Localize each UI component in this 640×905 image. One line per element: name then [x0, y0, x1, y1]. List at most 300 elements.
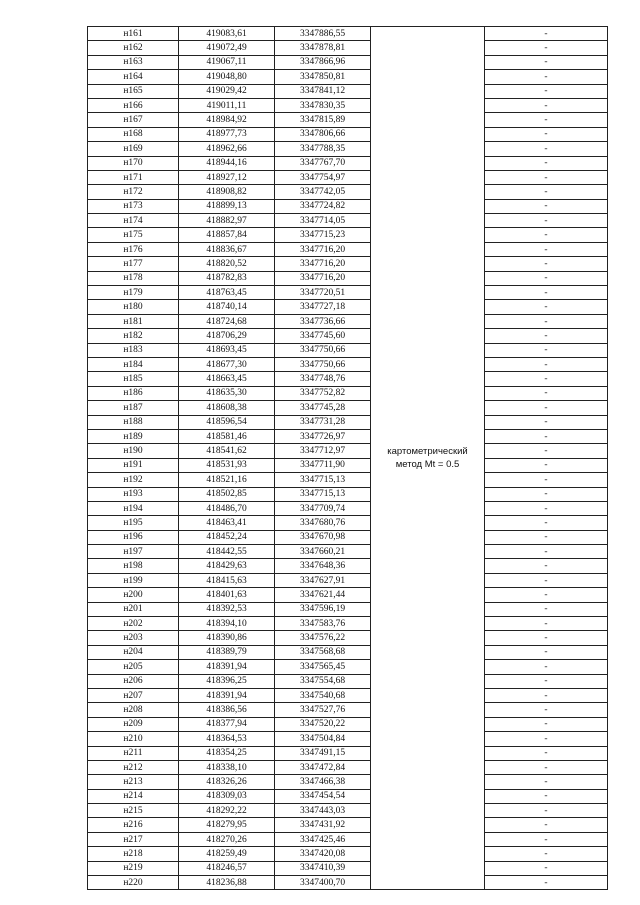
point-name-cell: н178 — [88, 271, 179, 285]
y-coordinate-cell: 3347466,38 — [275, 775, 371, 789]
y-coordinate-cell: 3347878,81 — [275, 41, 371, 55]
point-name-cell: н200 — [88, 588, 179, 602]
point-name-cell: н194 — [88, 501, 179, 515]
point-name-cell: н197 — [88, 545, 179, 559]
point-name-cell: н186 — [88, 386, 179, 400]
point-name-cell: н207 — [88, 688, 179, 702]
table-row — [88, 487, 608, 501]
x-coordinate-cell: 418962,66 — [179, 142, 275, 156]
accuracy-dash-cell: - — [485, 602, 608, 616]
x-coordinate-cell: 419048,80 — [179, 70, 275, 84]
x-coordinate-cell: 418596,54 — [179, 415, 275, 429]
accuracy-dash-cell: - — [485, 429, 608, 443]
y-coordinate-cell: 3347520,22 — [275, 717, 371, 731]
point-name-cell: н176 — [88, 242, 179, 256]
accuracy-dash-cell: - — [485, 631, 608, 645]
point-name-cell: н174 — [88, 214, 179, 228]
accuracy-dash-cell: - — [485, 645, 608, 659]
point-name-cell: н191 — [88, 458, 179, 472]
point-name-cell: н168 — [88, 127, 179, 141]
x-coordinate-cell: 418394,10 — [179, 617, 275, 631]
y-coordinate-cell: 3347716,20 — [275, 242, 371, 256]
point-name-cell: н208 — [88, 703, 179, 717]
table-row — [88, 832, 608, 846]
point-name-cell: н183 — [88, 343, 179, 357]
point-name-cell: н209 — [88, 717, 179, 731]
x-coordinate-cell: 418391,94 — [179, 660, 275, 674]
point-name-cell: н182 — [88, 329, 179, 343]
x-coordinate-cell: 419029,42 — [179, 84, 275, 98]
x-coordinate-cell: 418740,14 — [179, 300, 275, 314]
accuracy-dash-cell: - — [485, 573, 608, 587]
x-coordinate-cell: 419072,49 — [179, 41, 275, 55]
accuracy-dash-cell: - — [485, 127, 608, 141]
table-row — [88, 703, 608, 717]
x-coordinate-cell: 418608,38 — [179, 401, 275, 415]
point-name-cell: н203 — [88, 631, 179, 645]
table-row — [88, 271, 608, 285]
x-coordinate-cell: 418452,24 — [179, 530, 275, 544]
table-row — [88, 242, 608, 256]
point-name-cell: н172 — [88, 185, 179, 199]
y-coordinate-cell: 3347750,66 — [275, 343, 371, 357]
point-name-cell: н213 — [88, 775, 179, 789]
point-name-cell: н164 — [88, 70, 179, 84]
x-coordinate-cell: 418390,86 — [179, 631, 275, 645]
y-coordinate-cell: 3347715,23 — [275, 228, 371, 242]
point-name-cell: н180 — [88, 300, 179, 314]
table-row — [88, 545, 608, 559]
table-row — [88, 199, 608, 213]
point-name-cell: н216 — [88, 818, 179, 832]
table-row — [88, 214, 608, 228]
y-coordinate-cell: 3347491,15 — [275, 746, 371, 760]
x-coordinate-cell: 418279,95 — [179, 818, 275, 832]
point-name-cell: н214 — [88, 789, 179, 803]
x-coordinate-cell: 418391,94 — [179, 688, 275, 702]
point-name-cell: н195 — [88, 516, 179, 530]
y-coordinate-cell: 3347767,70 — [275, 156, 371, 170]
table-row — [88, 98, 608, 112]
accuracy-dash-cell: - — [485, 70, 608, 84]
x-coordinate-cell: 418401,63 — [179, 588, 275, 602]
y-coordinate-cell: 3347576,22 — [275, 631, 371, 645]
accuracy-dash-cell: - — [485, 372, 608, 386]
y-coordinate-cell: 3347806,66 — [275, 127, 371, 141]
table-row — [88, 861, 608, 875]
accuracy-dash-cell: - — [485, 804, 608, 818]
accuracy-dash-cell: - — [485, 228, 608, 242]
table-row — [88, 70, 608, 84]
y-coordinate-cell: 3347660,21 — [275, 545, 371, 559]
accuracy-dash-cell: - — [485, 732, 608, 746]
accuracy-dash-cell: - — [485, 98, 608, 112]
y-coordinate-cell: 3347554,68 — [275, 674, 371, 688]
y-coordinate-cell: 3347709,74 — [275, 501, 371, 515]
x-coordinate-cell: 418389,79 — [179, 645, 275, 659]
accuracy-dash-cell: - — [485, 55, 608, 69]
x-coordinate-cell: 418531,93 — [179, 458, 275, 472]
x-coordinate-cell: 418635,30 — [179, 386, 275, 400]
point-name-cell: н179 — [88, 286, 179, 300]
point-name-cell: н190 — [88, 444, 179, 458]
y-coordinate-cell: 3347720,51 — [275, 286, 371, 300]
y-coordinate-cell: 3347815,89 — [275, 113, 371, 127]
y-coordinate-cell: 3347748,76 — [275, 372, 371, 386]
accuracy-dash-cell: - — [485, 861, 608, 875]
point-name-cell: н165 — [88, 84, 179, 98]
table-row — [88, 84, 608, 98]
x-coordinate-cell: 418246,57 — [179, 861, 275, 875]
table-row — [88, 372, 608, 386]
accuracy-dash-cell: - — [485, 617, 608, 631]
accuracy-dash-cell: - — [485, 41, 608, 55]
method-cell: картометрический метод Mt = 0.5 — [371, 27, 485, 890]
point-name-cell: н167 — [88, 113, 179, 127]
accuracy-dash-cell: - — [485, 717, 608, 731]
accuracy-dash-cell: - — [485, 444, 608, 458]
x-coordinate-cell: 418486,70 — [179, 501, 275, 515]
accuracy-dash-cell: - — [485, 199, 608, 213]
table-row — [88, 41, 608, 55]
point-name-cell: н166 — [88, 98, 179, 112]
accuracy-dash-cell: - — [485, 113, 608, 127]
table-row — [88, 617, 608, 631]
accuracy-dash-cell: - — [485, 746, 608, 760]
table-row — [88, 257, 608, 271]
accuracy-dash-cell: - — [485, 401, 608, 415]
accuracy-dash-cell: - — [485, 516, 608, 530]
y-coordinate-cell: 3347400,70 — [275, 876, 371, 890]
accuracy-dash-cell: - — [485, 832, 608, 846]
table-row — [88, 401, 608, 415]
table-row — [88, 444, 608, 458]
point-name-cell: н170 — [88, 156, 179, 170]
point-name-cell: н193 — [88, 487, 179, 501]
point-name-cell: н212 — [88, 760, 179, 774]
point-name-cell: н162 — [88, 41, 179, 55]
x-coordinate-cell: 418581,46 — [179, 429, 275, 443]
accuracy-dash-cell: - — [485, 329, 608, 343]
coordinates-table — [87, 26, 608, 890]
point-name-cell: н188 — [88, 415, 179, 429]
accuracy-dash-cell: - — [485, 588, 608, 602]
y-coordinate-cell: 3347841,12 — [275, 84, 371, 98]
table-row — [88, 660, 608, 674]
y-coordinate-cell: 3347420,08 — [275, 847, 371, 861]
accuracy-dash-cell: - — [485, 214, 608, 228]
point-name-cell: н189 — [88, 429, 179, 443]
y-coordinate-cell: 3347621,44 — [275, 588, 371, 602]
point-name-cell: н185 — [88, 372, 179, 386]
x-coordinate-cell: 418782,83 — [179, 271, 275, 285]
y-coordinate-cell: 3347866,96 — [275, 55, 371, 69]
x-coordinate-cell: 418292,22 — [179, 804, 275, 818]
accuracy-dash-cell: - — [485, 415, 608, 429]
y-coordinate-cell: 3347680,76 — [275, 516, 371, 530]
accuracy-dash-cell: - — [485, 660, 608, 674]
accuracy-dash-cell: - — [485, 473, 608, 487]
table-row — [88, 516, 608, 530]
accuracy-dash-cell: - — [485, 170, 608, 184]
table-row — [88, 631, 608, 645]
table-row — [88, 113, 608, 127]
y-coordinate-cell: 3347745,28 — [275, 401, 371, 415]
accuracy-dash-cell: - — [485, 703, 608, 717]
point-name-cell: н196 — [88, 530, 179, 544]
table-row — [88, 876, 608, 890]
table-row — [88, 674, 608, 688]
y-coordinate-cell: 3347724,82 — [275, 199, 371, 213]
x-coordinate-cell: 418326,26 — [179, 775, 275, 789]
table-row — [88, 818, 608, 832]
x-coordinate-cell: 418386,56 — [179, 703, 275, 717]
y-coordinate-cell: 3347583,76 — [275, 617, 371, 631]
accuracy-dash-cell: - — [485, 27, 608, 41]
x-coordinate-cell: 418364,53 — [179, 732, 275, 746]
accuracy-dash-cell: - — [485, 257, 608, 271]
x-coordinate-cell: 418763,45 — [179, 286, 275, 300]
accuracy-dash-cell: - — [485, 559, 608, 573]
point-name-cell: н210 — [88, 732, 179, 746]
accuracy-dash-cell: - — [485, 487, 608, 501]
table-row — [88, 501, 608, 515]
x-coordinate-cell: 418541,62 — [179, 444, 275, 458]
point-name-cell: н175 — [88, 228, 179, 242]
y-coordinate-cell: 3347715,13 — [275, 473, 371, 487]
table-row — [88, 286, 608, 300]
point-name-cell: н219 — [88, 861, 179, 875]
x-coordinate-cell: 418836,67 — [179, 242, 275, 256]
table-row — [88, 717, 608, 731]
table-row — [88, 804, 608, 818]
y-coordinate-cell: 3347565,45 — [275, 660, 371, 674]
x-coordinate-cell: 418502,85 — [179, 487, 275, 501]
y-coordinate-cell: 3347472,84 — [275, 760, 371, 774]
accuracy-dash-cell: - — [485, 458, 608, 472]
x-coordinate-cell: 418392,53 — [179, 602, 275, 616]
x-coordinate-cell: 418270,26 — [179, 832, 275, 846]
point-name-cell: н184 — [88, 357, 179, 371]
table-row — [88, 847, 608, 861]
x-coordinate-cell: 418984,92 — [179, 113, 275, 127]
table-row — [88, 760, 608, 774]
x-coordinate-cell: 418236,88 — [179, 876, 275, 890]
table-row — [88, 588, 608, 602]
accuracy-dash-cell: - — [485, 688, 608, 702]
x-coordinate-cell: 418857,84 — [179, 228, 275, 242]
point-name-cell: н206 — [88, 674, 179, 688]
point-name-cell: н192 — [88, 473, 179, 487]
table-row — [88, 688, 608, 702]
x-coordinate-cell: 418338,10 — [179, 760, 275, 774]
x-coordinate-cell: 418377,94 — [179, 717, 275, 731]
table-row — [88, 343, 608, 357]
y-coordinate-cell: 3347627,91 — [275, 573, 371, 587]
y-coordinate-cell: 3347716,20 — [275, 271, 371, 285]
accuracy-dash-cell: - — [485, 84, 608, 98]
y-coordinate-cell: 3347596,19 — [275, 602, 371, 616]
y-coordinate-cell: 3347711,90 — [275, 458, 371, 472]
y-coordinate-cell: 3347750,66 — [275, 357, 371, 371]
accuracy-dash-cell: - — [485, 674, 608, 688]
point-name-cell: н163 — [88, 55, 179, 69]
y-coordinate-cell: 3347670,98 — [275, 530, 371, 544]
x-coordinate-cell: 419067,11 — [179, 55, 275, 69]
x-coordinate-cell: 418415,63 — [179, 573, 275, 587]
y-coordinate-cell: 3347731,28 — [275, 415, 371, 429]
y-coordinate-cell: 3347568,68 — [275, 645, 371, 659]
point-name-cell: н171 — [88, 170, 179, 184]
y-coordinate-cell: 3347736,66 — [275, 314, 371, 328]
accuracy-dash-cell: - — [485, 545, 608, 559]
x-coordinate-cell: 418693,45 — [179, 343, 275, 357]
x-coordinate-cell: 418396,25 — [179, 674, 275, 688]
y-coordinate-cell: 3347648,36 — [275, 559, 371, 573]
y-coordinate-cell: 3347431,92 — [275, 818, 371, 832]
y-coordinate-cell: 3347788,35 — [275, 142, 371, 156]
table-row — [88, 429, 608, 443]
y-coordinate-cell: 3347830,35 — [275, 98, 371, 112]
accuracy-dash-cell: - — [485, 271, 608, 285]
point-name-cell: н218 — [88, 847, 179, 861]
point-name-cell: н177 — [88, 257, 179, 271]
y-coordinate-cell: 3347745,60 — [275, 329, 371, 343]
accuracy-dash-cell: - — [485, 847, 608, 861]
accuracy-dash-cell: - — [485, 242, 608, 256]
point-name-cell: н187 — [88, 401, 179, 415]
x-coordinate-cell: 418977,73 — [179, 127, 275, 141]
accuracy-dash-cell: - — [485, 357, 608, 371]
y-coordinate-cell: 3347754,97 — [275, 170, 371, 184]
point-name-cell: н205 — [88, 660, 179, 674]
table-row — [88, 142, 608, 156]
x-coordinate-cell: 418677,30 — [179, 357, 275, 371]
point-name-cell: н161 — [88, 27, 179, 41]
point-name-cell: н217 — [88, 832, 179, 846]
x-coordinate-cell: 418908,82 — [179, 185, 275, 199]
table-row — [88, 789, 608, 803]
table-row — [88, 775, 608, 789]
y-coordinate-cell: 3347886,55 — [275, 27, 371, 41]
table-row — [88, 746, 608, 760]
point-name-cell: н181 — [88, 314, 179, 328]
accuracy-dash-cell: - — [485, 156, 608, 170]
table-row — [88, 602, 608, 616]
x-coordinate-cell: 418899,13 — [179, 199, 275, 213]
accuracy-dash-cell: - — [485, 530, 608, 544]
accuracy-dash-cell: - — [485, 343, 608, 357]
table-row — [88, 228, 608, 242]
y-coordinate-cell: 3347410,39 — [275, 861, 371, 875]
table-row — [88, 55, 608, 69]
table-row — [88, 300, 608, 314]
x-coordinate-cell: 418820,52 — [179, 257, 275, 271]
point-name-cell: н169 — [88, 142, 179, 156]
point-name-cell: н173 — [88, 199, 179, 213]
point-name-cell: н199 — [88, 573, 179, 587]
accuracy-dash-cell: - — [485, 286, 608, 300]
x-coordinate-cell: 418663,45 — [179, 372, 275, 386]
point-name-cell: н211 — [88, 746, 179, 760]
x-coordinate-cell: 418706,29 — [179, 329, 275, 343]
point-name-cell: н198 — [88, 559, 179, 573]
accuracy-dash-cell: - — [485, 760, 608, 774]
y-coordinate-cell: 3347752,82 — [275, 386, 371, 400]
y-coordinate-cell: 3347712,97 — [275, 444, 371, 458]
accuracy-dash-cell: - — [485, 300, 608, 314]
table-row — [88, 573, 608, 587]
x-coordinate-cell: 419011,11 — [179, 98, 275, 112]
table-row — [88, 645, 608, 659]
point-name-cell: н204 — [88, 645, 179, 659]
y-coordinate-cell: 3347716,20 — [275, 257, 371, 271]
table-row — [88, 559, 608, 573]
accuracy-dash-cell: - — [485, 775, 608, 789]
table-row — [88, 530, 608, 544]
y-coordinate-cell: 3347742,05 — [275, 185, 371, 199]
accuracy-dash-cell: - — [485, 314, 608, 328]
accuracy-dash-cell: - — [485, 876, 608, 890]
accuracy-dash-cell: - — [485, 142, 608, 156]
y-coordinate-cell: 3347527,76 — [275, 703, 371, 717]
table-row — [88, 27, 608, 41]
table-row — [88, 386, 608, 400]
point-name-cell: н201 — [88, 602, 179, 616]
point-name-cell: н220 — [88, 876, 179, 890]
point-name-cell: н215 — [88, 804, 179, 818]
y-coordinate-cell: 3347850,81 — [275, 70, 371, 84]
y-coordinate-cell: 3347504,84 — [275, 732, 371, 746]
table-row — [88, 314, 608, 328]
x-coordinate-cell: 419083,61 — [179, 27, 275, 41]
accuracy-dash-cell: - — [485, 386, 608, 400]
y-coordinate-cell: 3347540,68 — [275, 688, 371, 702]
x-coordinate-cell: 418354,25 — [179, 746, 275, 760]
point-name-cell: н202 — [88, 617, 179, 631]
x-coordinate-cell: 418429,63 — [179, 559, 275, 573]
table-row — [88, 170, 608, 184]
table-row — [88, 156, 608, 170]
table-row — [88, 415, 608, 429]
accuracy-dash-cell: - — [485, 185, 608, 199]
y-coordinate-cell: 3347726,97 — [275, 429, 371, 443]
y-coordinate-cell: 3347454,54 — [275, 789, 371, 803]
accuracy-dash-cell: - — [485, 818, 608, 832]
table-row — [88, 185, 608, 199]
table-row — [88, 473, 608, 487]
table-row — [88, 458, 608, 472]
x-coordinate-cell: 418882,97 — [179, 214, 275, 228]
x-coordinate-cell: 418944,16 — [179, 156, 275, 170]
x-coordinate-cell: 418309,03 — [179, 789, 275, 803]
y-coordinate-cell: 3347715,13 — [275, 487, 371, 501]
accuracy-dash-cell: - — [485, 789, 608, 803]
table-row — [88, 329, 608, 343]
x-coordinate-cell: 418521,16 — [179, 473, 275, 487]
accuracy-dash-cell: - — [485, 501, 608, 515]
x-coordinate-cell: 418724,68 — [179, 314, 275, 328]
x-coordinate-cell: 418463,41 — [179, 516, 275, 530]
y-coordinate-cell: 3347443,03 — [275, 804, 371, 818]
y-coordinate-cell: 3347727,18 — [275, 300, 371, 314]
x-coordinate-cell: 418442,55 — [179, 545, 275, 559]
table-row — [88, 127, 608, 141]
x-coordinate-cell: 418259,49 — [179, 847, 275, 861]
table-row — [88, 357, 608, 371]
y-coordinate-cell: 3347714,05 — [275, 214, 371, 228]
y-coordinate-cell: 3347425,46 — [275, 832, 371, 846]
